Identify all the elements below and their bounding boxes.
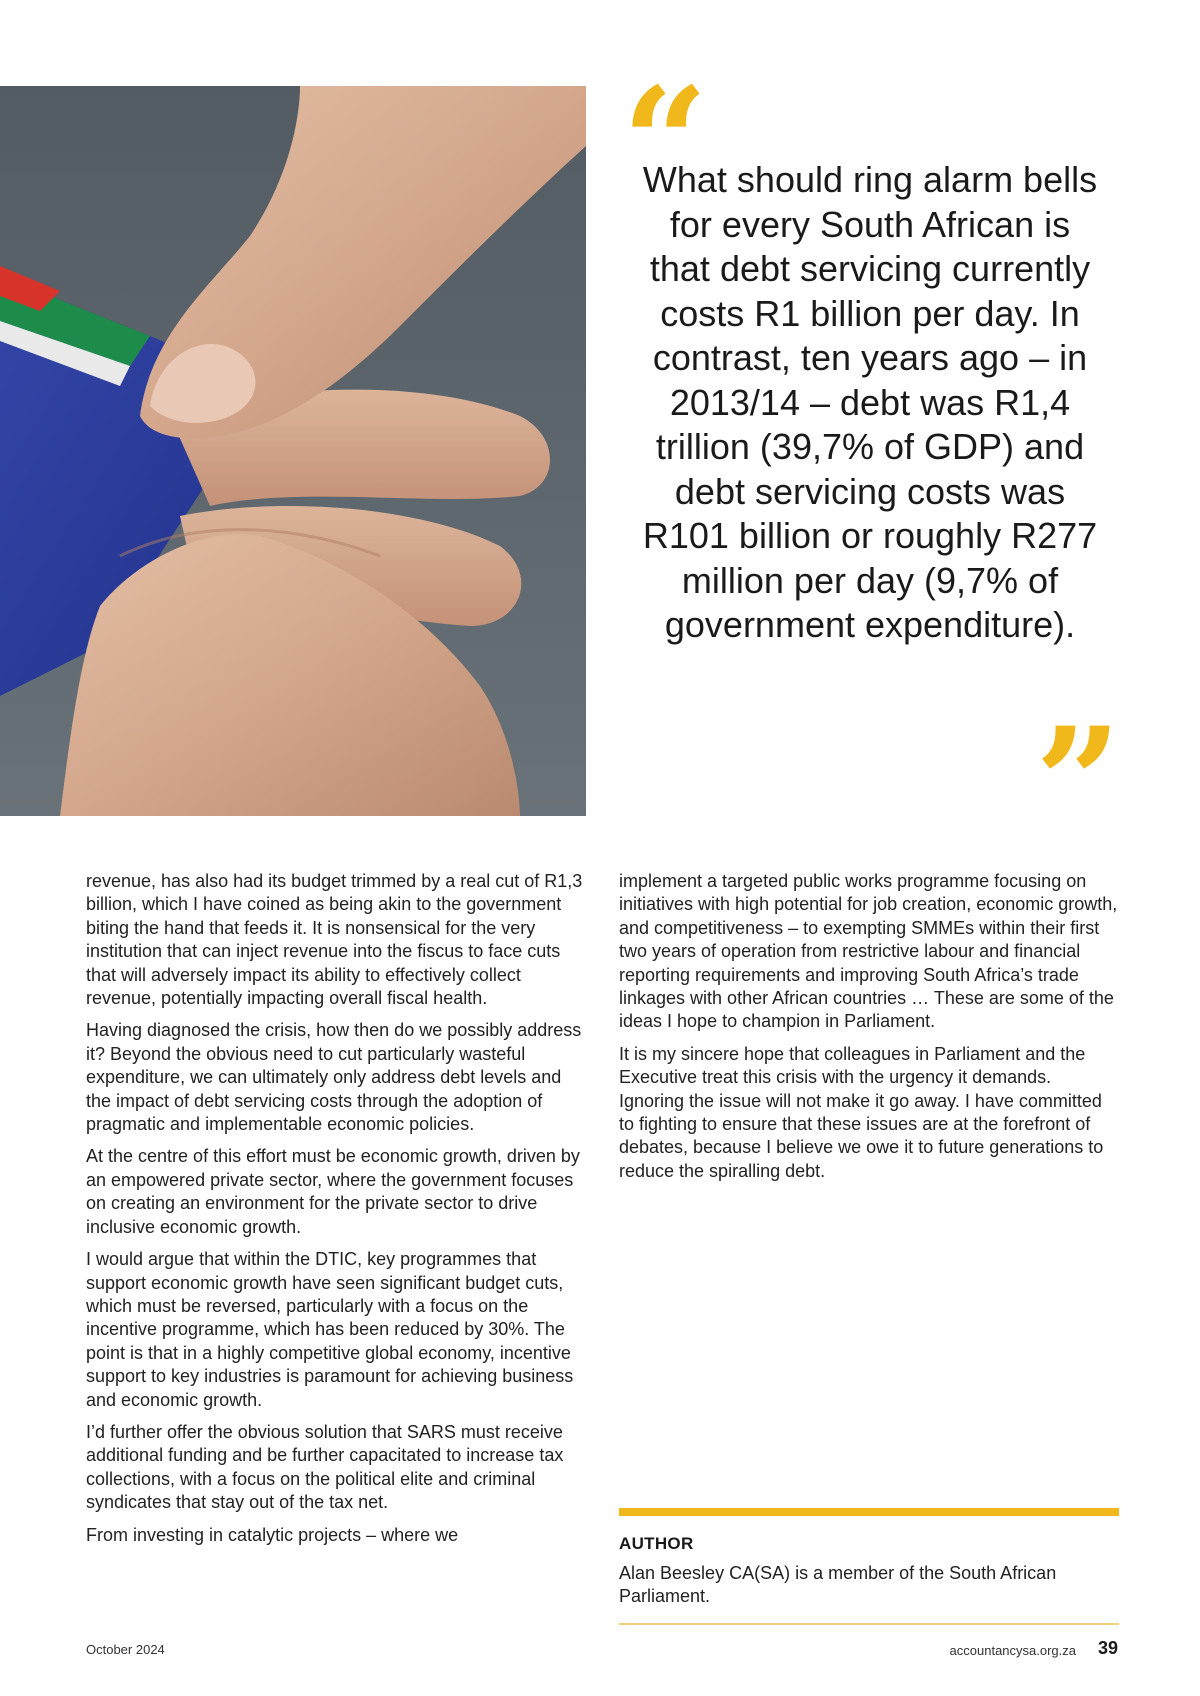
paragraph: Having diagnosed the crisis, how then do we possibly address it? Beyond the obvious need to cut particularly wasteful expenditure, we can ultimately only address debt levels and the impact of debt servicing costs through the adoption of pragmatic and implementable economic policies. bbox=[86, 1020, 582, 1135]
body-column-left bbox=[86, 870, 586, 1556]
footer-website: accountancysa.org.za bbox=[949, 1643, 1076, 1658]
hand-holding-card-photo bbox=[0, 86, 586, 816]
author-box bbox=[619, 1508, 1119, 1625]
footer-date: October 2024 bbox=[86, 1642, 165, 1657]
pull-quote: What should ring alarm bells for every South African is that debt servicing currently costs R1 billion per day. In contrast, ten years ago – in 2013/14 – debt was R1,4 trillion (39,7% of GDP) and debt servicing costs was R101 billion or roughly R277 million per day (9,7% of government expenditure). bbox=[642, 159, 1098, 645]
hand-card-illustration bbox=[0, 86, 586, 816]
paragraph: I would argue that within the DTIC, key programmes that support economic growth have seen significant budget cuts, which must be reversed, particularly with a focus on the incentive programme, which has been reduced by 30%. The point is that in a highly competitive global economy, incentive support to key industries is paramount for achieving business and economic growth. bbox=[86, 1249, 574, 1410]
author-divider bbox=[619, 1623, 1119, 1625]
author-bio: Alan Beesley CA(SA) is a member of the South African Parliament. bbox=[619, 1563, 1057, 1607]
open-quote-mark: “ bbox=[622, 55, 709, 231]
close-quote-mark: ” bbox=[1035, 695, 1122, 871]
paragraph: At the centre of this effort must be economic growth, driven by an empowered private sector, where the government focuses on creating an environment for the private sector to drive inclusive economic growth. bbox=[86, 1146, 580, 1237]
paragraph: I’d further offer the obvious solution that SARS must receive additional funding and be further capacitated to increase tax collections, with a focus on the political elite and criminal syndicates that stay out of the tax net. bbox=[86, 1421, 564, 1513]
paragraph: implement a targeted public works programme focusing on initiatives with high potential for job creation, economic growth, and competitiveness – to exempting SMMEs within their first two years of operation from restrictive labour and financial reporting requirements and improving South Africa’s trade linkages with other African countries … These are some of the ideas I hope to champion in Parliament. bbox=[619, 871, 1118, 1032]
page-number: 39 bbox=[1097, 1638, 1118, 1658]
paragraph: It is my sincere hope that colleagues in Parliament and the Executive treat this crisis with the urgency it demands. Ignoring the issue will not make it go away. I have committed to fighting to ensure that these issues are at the forefront of debates, because I believe we owe it to future generations to reduce the spiralling debt. bbox=[619, 1043, 1104, 1181]
paragraph: From investing in catalytic projects – where we bbox=[86, 1524, 459, 1545]
author-heading: AUTHOR bbox=[619, 1534, 694, 1553]
paragraph: revenue, has also had its budget trimmed by a real cut of R1,3 billion, which I have coined as being akin to the government biting the hand that feeds it. It is nonsensical for the very institution that can inject revenue into the fiscus to face cuts that will adversely impact its ability to effectively collect revenue, potentially impacting overall fiscal health. bbox=[86, 871, 583, 1009]
body-column-right bbox=[619, 870, 1119, 1192]
